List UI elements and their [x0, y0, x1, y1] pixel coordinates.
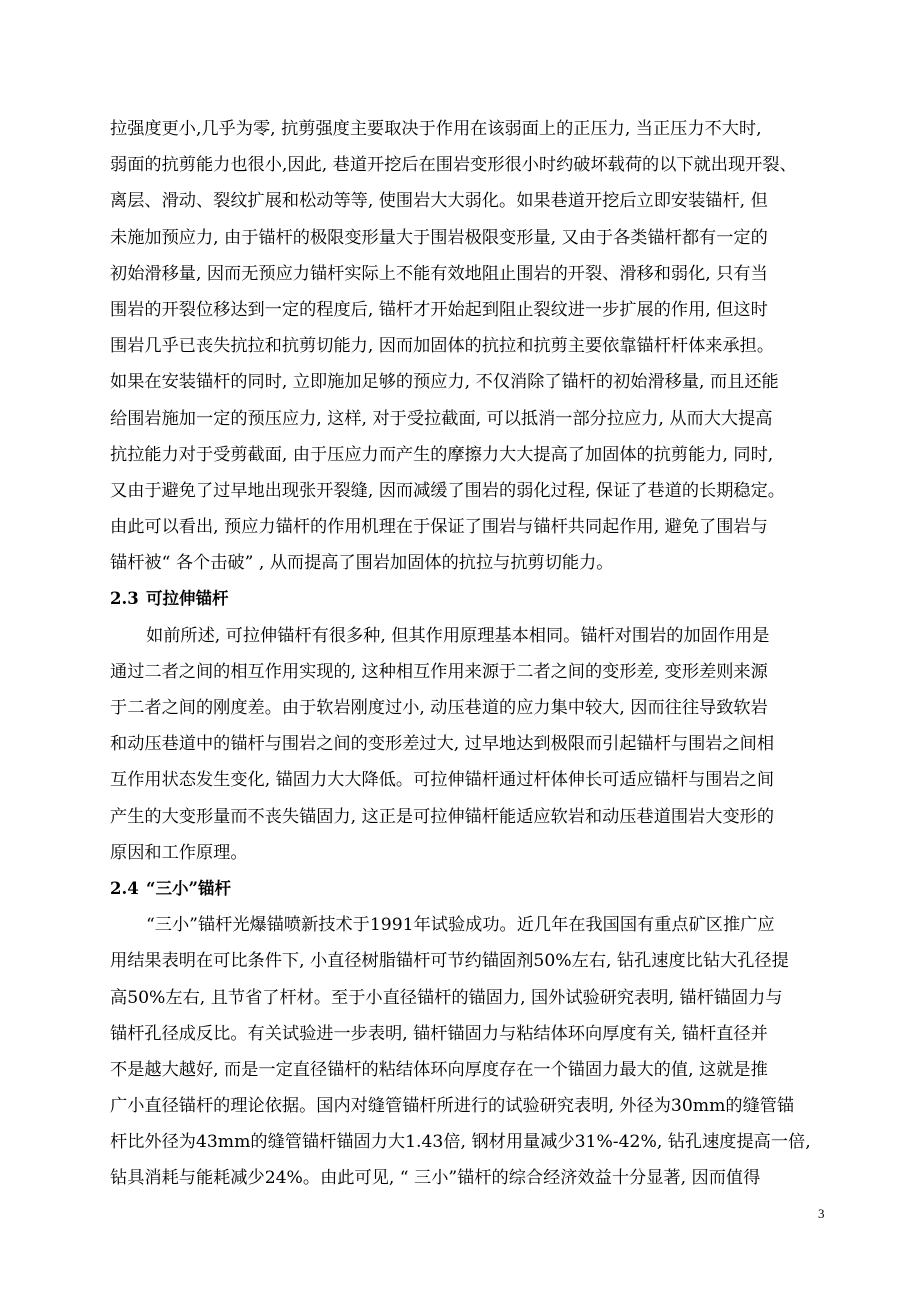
text-line: 和动压巷道中的锚杆与围岩之间的变形差过大, 过早地达到极限而引起锚杆与围岩之间相 [110, 734, 775, 755]
text-line: 初始滑移量, 因而无预应力锚杆实际上不能有效地阻止围岩的开裂、滑移和弱化, 只有当 [110, 263, 768, 284]
section-number: 2.3 [110, 589, 139, 609]
text-line: 弱面的抗剪能力也很小,因此, 巷道开挖后在围岩变形很小时约破坏载荷的以下就出现开裂、 [110, 155, 797, 176]
paragraph-extensible-anchor [110, 618, 825, 871]
text-line: 产生的大变形量而不丧失锚固力, 这正是可拉伸锚杆能适应软岩和动压巷道围岩大变形的 [110, 806, 775, 827]
text-line: 离层、滑动、裂纹扩展和松动等等, 使围岩大大弱化。如果巷道开挖后立即安装锚杆, 但 [110, 191, 768, 212]
paragraph-prestressed-anchor [110, 111, 825, 581]
section-title: 可拉伸锚杆 [146, 589, 229, 609]
text-line: 围岩几乎已丧失抗拉和抗剪切能力, 因而加固体的抗拉和抗剪主要依靠锚杆杆体来承担。 [110, 336, 775, 357]
text-line: 不是越大越好, 而是一定直径锚杆的粘结体环向厚度存在一个锚固力最大的值, 这就是推 [110, 1059, 768, 1080]
text-line: 拉强度更小,几乎为零, 抗剪强度主要取决于作用在该弱面上的正压力, 当正压力不大时, [110, 119, 762, 139]
text-line: 围岩的开裂位移达到一定的程度后, 锚杆才开始起到阻止裂纹进一步扩展的作用, 但这时 [110, 299, 768, 320]
page-number: 3 [818, 1206, 825, 1221]
text-line: 由此可以看出, 预应力锚杆的作用机理在于保证了围岩与锚杆共同起作用, 避免了围岩与 [110, 517, 768, 538]
text-line: 通过二者之间的相互作用实现的, 这种相互作用来源于二者之间的变形差, 变形差则来源 [110, 661, 768, 682]
section-heading-2-3 [110, 581, 825, 617]
text-line: 未施加预应力, 由于锚杆的极限变形量大于围岩极限变形量, 又由于各类锚杆都有一定的 [110, 227, 768, 248]
paragraph-three-small-anchor [110, 907, 825, 1197]
text-line: 给围岩施加一定的预压应力, 这样, 对于受拉截面, 可以抵消一部分拉应力, 从而大大提高 [110, 408, 773, 429]
text-line: 钻具消耗与能耗减少24%。由此可见, “ 三小”锚杆的综合经济效益十分显著, 因而值得 [110, 1168, 761, 1189]
text-line: 原因和工作原理。 [110, 842, 248, 863]
text-line: 广小直径锚杆的理论依据。国内对缝管锚杆所进行的试验研究表明, 外径为30mm的缝管锚 [110, 1096, 795, 1117]
text-line: 互作用状态发生变化, 锚固力大大降低。可拉伸锚杆通过杆体伸长可适应锚杆与围岩之间 [110, 770, 775, 791]
text-line: “三小”锚杆光爆锚喷新技术于1991年试验成功。近几年在我国国有重点矿区推广应 [146, 915, 775, 936]
text-line: 于二者之间的刚度差。由于软岩刚度过小, 动压巷道的应力集中较大, 因而往往导致软岩 [110, 698, 768, 718]
text-line: 抗拉能力对于受剪截面, 由于压应力而产生的摩擦力大大提高了加固体的抗剪能力, 同时, [110, 444, 774, 465]
page-body [110, 111, 825, 1197]
text-line: 如果在安装锚杆的同时, 立即施加足够的预应力, 不仅消除了锚杆的初始滑移量, 而且还能 [110, 372, 779, 393]
text-line: 如前所述, 可拉伸锚杆有很多种, 但其作用原理基本相同。锚杆对围岩的加固作用是 [146, 625, 770, 646]
text-line: 锚杆被“ 各个击破” , 从而提高了围岩加固体的抗拉与抗剪切能力。 [110, 553, 614, 574]
text-line: 锚杆孔径成反比。有关试验进一步表明, 锚杆锚固力与粘结体环向厚度有关, 锚杆直径并 [110, 1023, 768, 1044]
section-number: 2.4 [110, 878, 139, 898]
text-line: 又由于避免了过早地出现张开裂缝, 因而减缓了围岩的弱化过程, 保证了巷道的长期稳定。 [110, 480, 785, 501]
text-line: 杆比外径为43mm的缝管锚杆锚固力大1.43倍, 钢材用量减少31%-42%, 钻孔速度提高一倍, [110, 1132, 811, 1153]
section-title: “三小”锚杆 [146, 878, 231, 898]
text-line: 用结果表明在可比条件下, 小直径树脂锚杆可节约锚固剂50%左右, 钻孔速度比钻大孔径提 [110, 951, 789, 972]
text-line: 高50%左右, 且节省了杆材。至于小直径锚杆的锚固力, 国外试验研究表明, 锚杆锚固力与 [110, 987, 783, 1008]
section-heading-2-4 [110, 871, 825, 907]
